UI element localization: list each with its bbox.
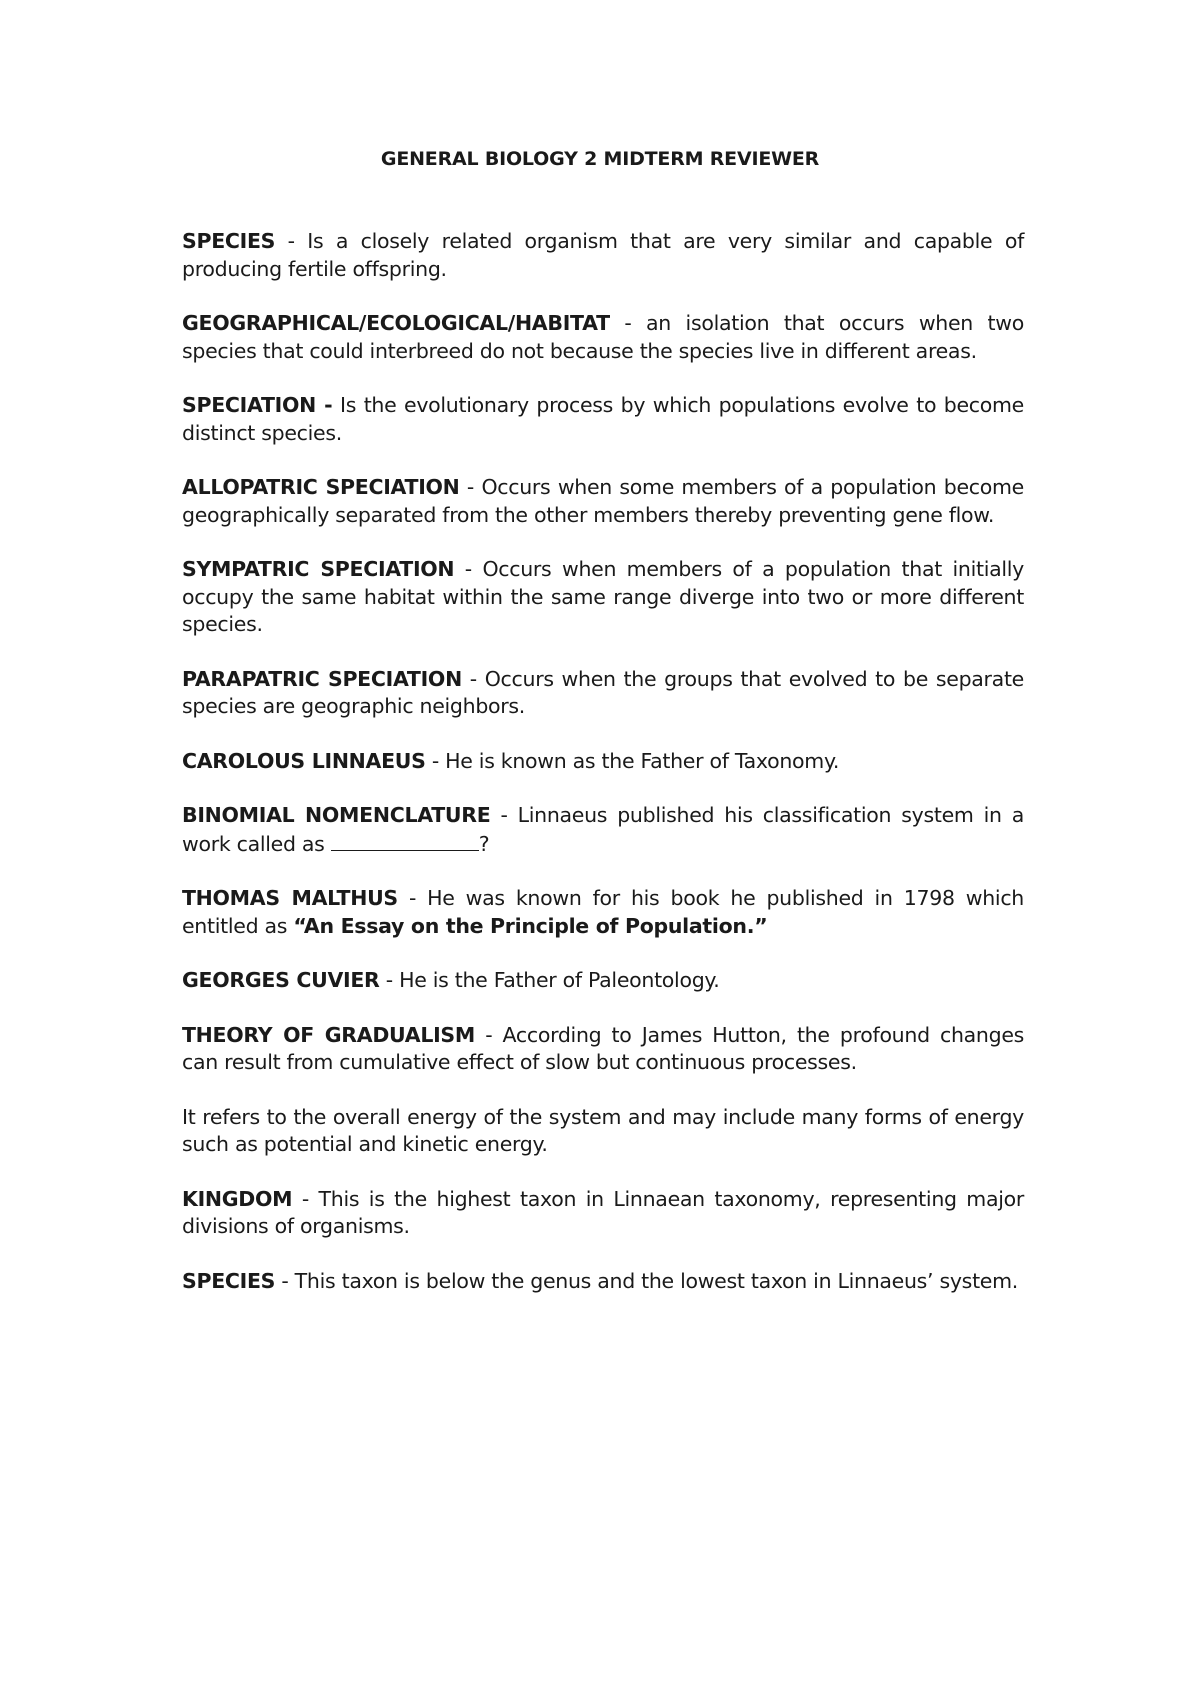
entry-term: SYMPATRIC SPECIATION	[182, 557, 455, 581]
entry-term: GEORGES CUVIER	[182, 968, 380, 992]
entry-georges-cuvier	[182, 967, 1024, 995]
reviewer-entries	[182, 228, 1024, 1322]
entry-definition: Is the evolutionary process by which populations evolve to become distinct species.	[182, 393, 1024, 445]
entry-species	[182, 228, 1024, 283]
entry-separator: -	[397, 886, 428, 910]
entry-term: THEORY OF GRADUALISM	[182, 1022, 475, 1047]
entry-definition: He is known as the Father of Taxonomy.	[445, 748, 840, 773]
entry-separator: -	[461, 666, 485, 691]
entry-definition: Occurs when members of a population that initially occupy the same habitat within the same range diverge into two or more different species.	[182, 557, 1025, 636]
entry-parapatric-speciation	[182, 666, 1024, 721]
entry-definition: He is the Father of Paleontology.	[399, 968, 720, 992]
entry-definition: This taxon is below the genus and the lowest taxon in Linnaeus’ system.	[294, 1268, 1018, 1293]
entry-term: BINOMIAL NOMENCLATURE	[182, 803, 491, 827]
entry-kingdom	[182, 1186, 1024, 1241]
book-title: “An Essay on the Principle of Population.”	[293, 913, 768, 938]
entry-separator	[332, 393, 340, 417]
entry-geographical-isolation	[182, 310, 1024, 365]
entry-term: ALLOPATRIC SPECIATION	[182, 475, 460, 499]
entry-definition: According to James Hutton, the profound changes can result from cumulative effect of slow but continuous processes.	[182, 1022, 1025, 1074]
document-title: GENERAL BIOLOGY 2 MIDTERM REVIEWER	[380, 148, 820, 170]
entry-definition: an isolation that occurs when two species that could interbreed do not because the species live in different areas.	[182, 311, 1025, 363]
entry-sympatric-speciation	[182, 556, 1024, 639]
entry-separator: -	[490, 803, 518, 827]
entry-separator: -	[609, 311, 647, 335]
entry-term: GEOGRAPHICAL/ECOLOGICAL/HABITAT	[182, 311, 610, 335]
entry-definition: Occurs when some members of a population become geographically separated from the other members thereby preventing gene flow.	[182, 475, 1024, 527]
entry-definition: Is a closely related organism that are very similar and capable of producing fertile offspring.	[182, 229, 1025, 281]
entry-suffix: ?	[478, 831, 490, 856]
entry-separator: -	[275, 229, 308, 253]
entry-term: KINGDOM	[182, 1186, 293, 1211]
entry-definition: Linnaeus published his classification system in a work called as	[182, 803, 1025, 856]
entry-speciation	[182, 392, 1024, 447]
entry-energy-statement	[182, 1104, 1024, 1159]
entry-allopatric-speciation	[182, 474, 1024, 529]
entry-term: PARAPATRIC SPECIATION	[182, 666, 462, 691]
entry-separator: -	[292, 1186, 319, 1211]
entry-separator: -	[425, 748, 446, 773]
entry-separator: -	[475, 1022, 503, 1047]
entry-binomial-nomenclature	[182, 802, 1024, 858]
entry-term: SPECIES	[182, 229, 276, 253]
entry-separator: -	[275, 1268, 295, 1293]
entry-definition: He was known for his book he published in 1798 which entitled as	[182, 886, 1024, 938]
fill-in-blank-line	[331, 830, 479, 851]
entry-definition: Occurs when the groups that evolved to be separate species are geographic neighbors.	[182, 666, 1024, 718]
entry-theory-of-gradualism	[182, 1022, 1024, 1077]
entry-term: SPECIATION -	[182, 393, 333, 417]
entry-thomas-malthus	[182, 885, 1024, 940]
entry-definition: It refers to the overall energy of the system and may include many forms of energy such as potential and kinetic energy.	[182, 1104, 1024, 1156]
entry-separator: -	[459, 475, 482, 499]
entry-term: SPECIES	[182, 1268, 276, 1293]
entry-carolous-linnaeus	[182, 748, 1024, 776]
entry-definition: This is the highest taxon in Linnaean taxonomy, representing major divisions of organisms.	[182, 1186, 1025, 1238]
entry-term: CAROLOUS LINNAEUS	[182, 748, 426, 773]
entry-separator: -	[379, 968, 400, 992]
entry-species-taxon	[182, 1268, 1024, 1296]
entry-separator: -	[454, 557, 483, 581]
entry-term: THOMAS MALTHUS	[182, 886, 398, 910]
